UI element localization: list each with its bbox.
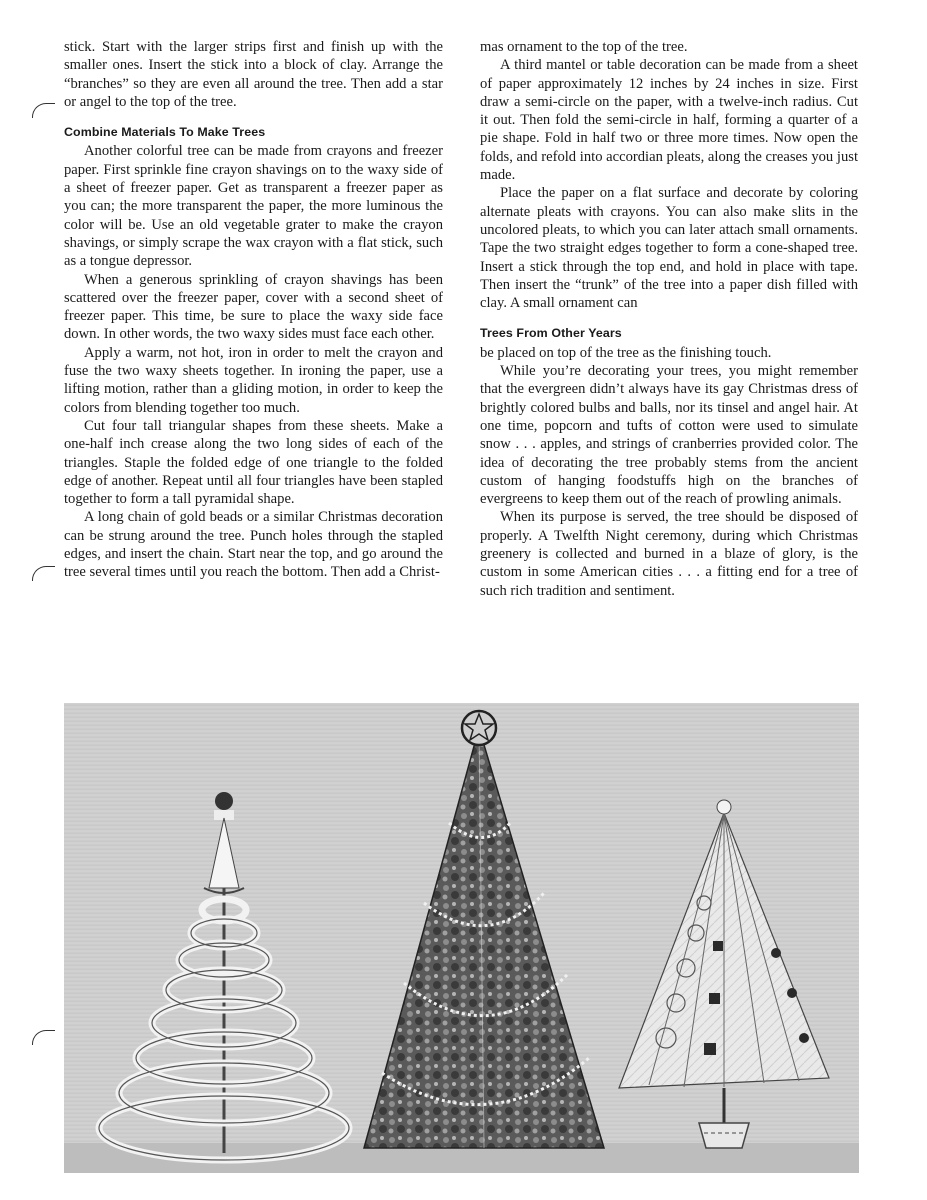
paragraph: Cut four tall triangular shapes from these sheets. Make a one-half inch crease along the two long sides of each of the triangles. Staple the folded edge of one triangle to the folded edge of another. Repeat until all four triangles have been stapled together to form a tall pyramidal shape. [64, 417, 443, 508]
paragraph: Apply a warm, not hot, iron in order to melt the crayon and fuse the two waxy sheets together. In ironing the paper, use a lifting motion, rather than a gliding motion, in order to keep the colors from blending together too much. [64, 344, 443, 416]
photo-illustration [64, 703, 859, 1173]
paragraph: While you’re decorating your trees, you might remember that the evergreen didn’t always have its gay Christmas dress of brightly colored bulbs and balls, nor its tinsel and angel hair. At one time, popcorn and tufts of cotton were used to simulate snow . . . apples, and strings of cranberries provided color. The idea of decorating the tree probably stems from the ancient custom of hanging foodstuffs high on the branches of evergreens to keep them out of the reach of prowling animals. [480, 363, 858, 508]
binder-hole-mark-top [32, 103, 55, 118]
paragraph: A third mantel or table decoration can be made from a sheet of paper approximately 12 inches by 24 inches in size. First draw a semi-circle on the paper, with a twelve-inch radius. Cut it out. Then fold the semi-circle in half, forming a quarter of a pie shape. Fold in half two or three more times. Now open the folds, and refold into accordian pleats, along the creases you just made. [480, 57, 858, 184]
paragraph: A long chain of gold beads or a similar Christmas decoration can be strung around the tree. Punch holes through the stapled edges, and insert the chain. Start near the top, and go around the tree several times until you reach the bottom. Then add a Christ- [64, 509, 443, 581]
paragraph: be placed on top of the tree as the finishing touch. [480, 344, 772, 361]
christmas-trees-photo [64, 703, 859, 1173]
binder-hole-mark-middle [32, 566, 55, 581]
section-heading: Combine Materials To Make Trees [64, 125, 266, 140]
paragraph: stick. Start with the larger strips first and finish up with the smaller ones. Insert the stick into a block of clay. Arrange the “branches” so they are even all around the tree. Then add a star or angel to the top of the tree. [64, 39, 443, 110]
paragraph: When a generous sprinkling of crayon shavings has been scattered over the freezer paper, cover with a second sheet of freezer paper. This time, be sure to place the waxy side face down. In other words, the two waxy sides must face each other. [64, 271, 443, 343]
pyramid-crayon-tree [364, 711, 604, 1148]
paragraph: mas ornament to the top of the tree. [480, 39, 688, 55]
paragraph: Place the paper on a flat surface and decorate by coloring alternate pleats with crayons. You can also make slits in the uncolored pleats, to which you can later attach small ornaments. Tape the two straight edges together to form a cone-shaped tree. Insert a stick through the top end, and hold in place with tape. Then insert the “trunk” of the tree into a paper dish filled with clay. A small ornament can [480, 185, 858, 312]
pleated-cone-tree [619, 800, 829, 1148]
paragraph: Another colorful tree can be made from crayons and freezer paper. First sprinkle fine crayon shavings on to the waxy side of a sheet of freezer paper. Get as transparent a freezer paper as you can; the more transparent the paper, the more luminous the color will be. Use an old vegetable grater to make the crayon shavings, or simply scrape the wax crayon with a flat stick, such as a tongue depressor. [64, 143, 443, 270]
left-column [64, 38, 443, 582]
right-column [480, 38, 858, 600]
paragraph: When its purpose is served, the tree should be disposed of properly. A Twelfth Night ceremony, during which Christmas greenery is collected and burned in a blaze of glory, is the custom in some American cities . . . a fitting end for a tree of such rich tradition and sentiment. [480, 509, 858, 599]
looped-strip-tree [99, 792, 349, 1160]
binder-hole-mark-bottom [32, 1030, 55, 1045]
section-heading: Trees From Other Years [480, 326, 622, 341]
